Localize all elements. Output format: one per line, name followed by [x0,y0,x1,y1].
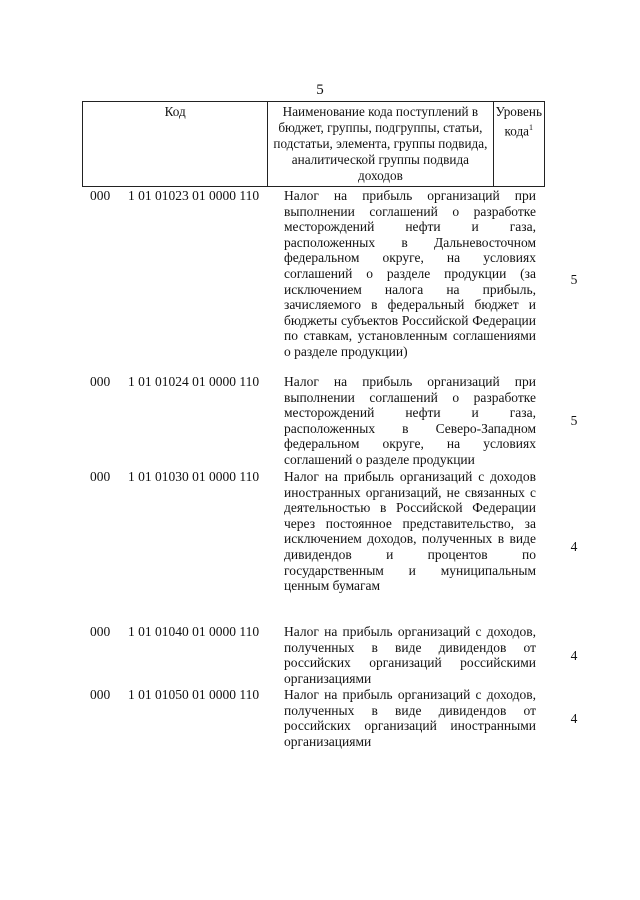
row-description: Налог на прибыль организаций с доходов иностранных организаций, не связанных с деятельностью в Российской Федерации через постоянное представительство, за исключением доходов, полученных в виде дивидендов и процентов по государственным и муниципальным ценным бумагам [284,469,536,594]
row-income-code: 1 01 01040 01 0000 110 [128,624,260,639]
row-level: 4 [570,648,578,663]
row-description: Налог на прибыль организаций при выполнении соглашений о разработке месторождений нефти и газа, расположенных в Дальневосточном федеральном округе, на условиях соглашений о разделе продукции (за исключением налога на прибыль, зачисляемого в федеральный бюджет и бюджеты субъектов Российской Федерации по ставкам, установленным соглашениями о разделе продукции) [284,188,536,359]
header-row [83,102,545,187]
header-level-label: Уровень кода [495,104,542,139]
row-income-code: 1 01 01050 01 0000 110 [128,687,260,702]
row-income-code: 1 01 01023 01 0000 110 [128,188,260,203]
header-code-label: Код [164,104,186,119]
header-code [83,102,268,187]
row-admin-code: 000 [90,469,111,484]
row-level: 5 [570,413,578,428]
header-name-label: Наименование кода поступлений в бюджет, группы, подгруппы, статьи, подстатьи, элемента, группы подвида, аналитической группы подвида доходов [273,104,488,183]
row-income-code: 1 01 01024 01 0000 110 [128,374,260,389]
row-level: 4 [570,539,578,554]
row-income-code: 1 01 01030 01 0000 110 [128,469,260,484]
row-description: Налог на прибыль организаций при выполнении соглашений о разработке месторождений нефти и газа, расположенных в Северо-Западном федеральном округе, на условиях соглашений о разделе продукции [284,374,536,467]
row-level: 4 [570,711,578,726]
header-level-footnote: 1 [529,123,534,132]
row-description: Налог на прибыль организаций с доходов, полученных в виде дивидендов от российских организаций российскими организациями [284,624,536,686]
header-name [268,102,493,187]
page-number: 5 [316,82,324,98]
row-admin-code: 000 [90,188,111,203]
row-description: Налог на прибыль организаций с доходов, полученных в виде дивидендов от российских организаций иностранными организациями [284,687,536,749]
row-level: 5 [570,272,578,287]
row-admin-code: 000 [90,687,111,702]
header-level [493,102,544,187]
row-admin-code: 000 [90,374,111,389]
table-header [82,101,545,187]
row-admin-code: 000 [90,624,111,639]
